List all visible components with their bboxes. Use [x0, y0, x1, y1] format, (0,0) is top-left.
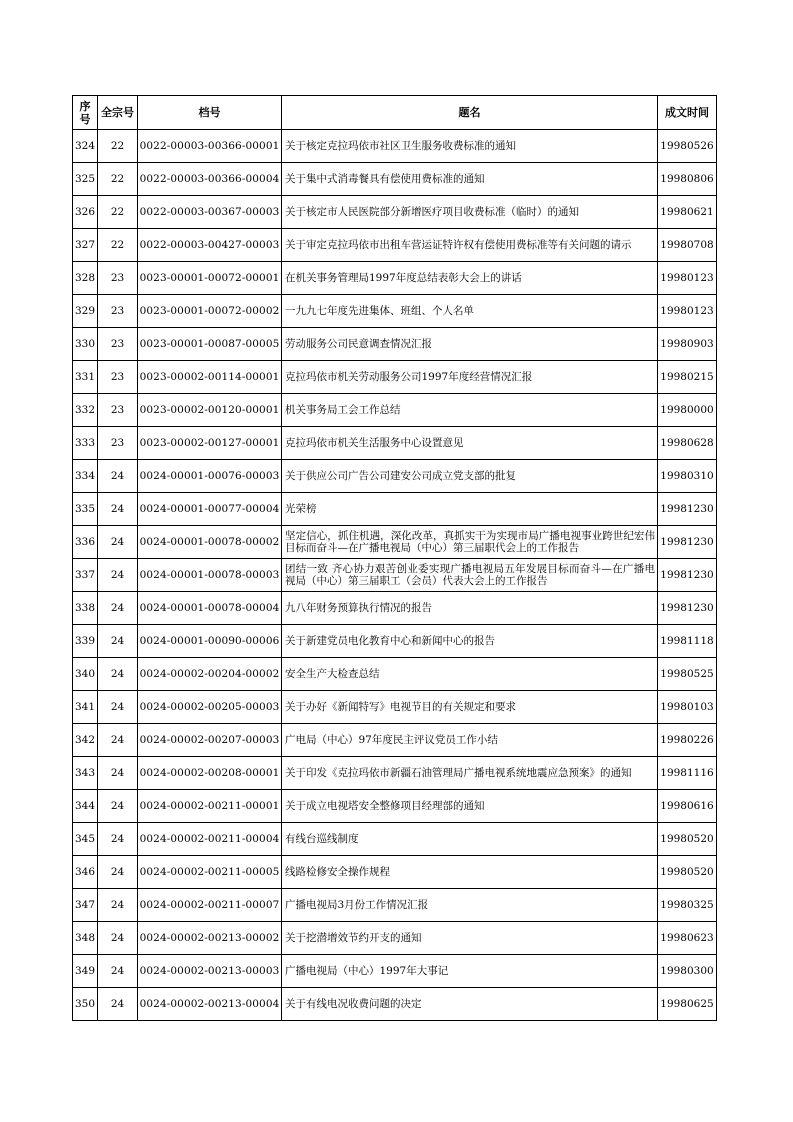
cell-title: 团结一致 齐心协力艰苦创业委实现广播电视局五年发展目标而奋斗—在广播电视局（中心）第三届职工（会员）代表大会上的工作报告 [282, 559, 658, 592]
cell-date: 19981230 [658, 526, 717, 559]
cell-date: 19980226 [658, 724, 717, 757]
cell-title: 关于集中式消毒餐具有偿使用费标准的通知 [282, 163, 658, 196]
table-row [73, 625, 717, 658]
cell-code: 0024-00001-00090-00006 [138, 625, 282, 658]
cell-title: 关于挖潜增效节约开支的通知 [282, 922, 658, 955]
cell-date: 19980215 [658, 361, 717, 394]
cell-seq: 328 [73, 262, 98, 295]
cell-fonds: 23 [98, 394, 138, 427]
cell-title: 机关事务局工会工作总结 [282, 394, 658, 427]
cell-seq: 342 [73, 724, 98, 757]
cell-seq: 341 [73, 691, 98, 724]
cell-fonds: 24 [98, 988, 138, 1021]
cell-fonds: 24 [98, 691, 138, 724]
cell-title: 关于核定市人民医院部分新增医疗项目收费标准（临时）的通知 [282, 196, 658, 229]
cell-seq: 350 [73, 988, 98, 1021]
cell-code: 0022-00003-00427-00003 [138, 229, 282, 262]
cell-date: 19981116 [658, 757, 717, 790]
cell-title: 劳动服务公司民意调查情况汇报 [282, 328, 658, 361]
cell-title: 关于印发《克拉玛依市新疆石油管理局广播电视系统地震应急预案》的通知 [282, 757, 658, 790]
table-row [73, 394, 717, 427]
cell-title: 广播电视局（中心）1997年大事记 [282, 955, 658, 988]
cell-code: 0024-00002-00211-00007 [138, 889, 282, 922]
cell-fonds: 24 [98, 955, 138, 988]
table-row [73, 526, 717, 559]
cell-title: 九八年财务预算执行情况的报告 [282, 592, 658, 625]
cell-seq: 336 [73, 526, 98, 559]
cell-seq: 338 [73, 592, 98, 625]
header-code: 档号 [138, 96, 282, 130]
cell-seq: 349 [73, 955, 98, 988]
cell-seq: 333 [73, 427, 98, 460]
table-row [73, 757, 717, 790]
cell-date: 19980525 [658, 658, 717, 691]
table-row [73, 163, 717, 196]
cell-fonds: 24 [98, 889, 138, 922]
cell-code: 0022-00003-00366-00004 [138, 163, 282, 196]
cell-code: 0024-00002-00213-00003 [138, 955, 282, 988]
cell-seq: 332 [73, 394, 98, 427]
cell-title: 光荣榜 [282, 493, 658, 526]
cell-date: 19981118 [658, 625, 717, 658]
cell-fonds: 23 [98, 262, 138, 295]
cell-seq: 340 [73, 658, 98, 691]
table-row [73, 295, 717, 328]
header-seq: 序号 [73, 96, 98, 130]
cell-fonds: 24 [98, 922, 138, 955]
table-row [73, 724, 717, 757]
table-row [73, 130, 717, 163]
cell-code: 0024-00002-00205-00003 [138, 691, 282, 724]
table-row [73, 262, 717, 295]
header-date: 成文时间 [658, 96, 717, 130]
cell-date: 19980708 [658, 229, 717, 262]
cell-fonds: 24 [98, 658, 138, 691]
cell-seq: 325 [73, 163, 98, 196]
cell-code: 0024-00001-00078-00003 [138, 559, 282, 592]
cell-seq: 326 [73, 196, 98, 229]
cell-date: 19981230 [658, 592, 717, 625]
cell-title: 关于核定克拉玛依市社区卫生服务收费标准的通知 [282, 130, 658, 163]
cell-code: 0023-00001-00072-00002 [138, 295, 282, 328]
cell-fonds: 23 [98, 361, 138, 394]
cell-date: 19980623 [658, 922, 717, 955]
cell-title: 关于办好《新闻特写》电视节目的有关规定和要求 [282, 691, 658, 724]
cell-title: 关于有线电况收费问题的决定 [282, 988, 658, 1021]
cell-date: 19980103 [658, 691, 717, 724]
cell-seq: 347 [73, 889, 98, 922]
cell-fonds: 24 [98, 823, 138, 856]
cell-fonds: 24 [98, 625, 138, 658]
cell-seq: 329 [73, 295, 98, 328]
table-row [73, 559, 717, 592]
cell-code: 0024-00002-00207-00003 [138, 724, 282, 757]
archive-table [72, 95, 717, 1021]
cell-seq: 334 [73, 460, 98, 493]
table-row [73, 427, 717, 460]
cell-seq: 327 [73, 229, 98, 262]
table-row [73, 955, 717, 988]
table-row [73, 592, 717, 625]
cell-fonds: 22 [98, 229, 138, 262]
cell-title: 广播电视局3月份工作情况汇报 [282, 889, 658, 922]
cell-code: 0022-00003-00366-00001 [138, 130, 282, 163]
table-row [73, 790, 717, 823]
cell-seq: 339 [73, 625, 98, 658]
cell-code: 0024-00002-00204-00002 [138, 658, 282, 691]
cell-title: 关于审定克拉玛依市出租车营运证特许权有偿使用费标准等有关问题的请示 [282, 229, 658, 262]
header-fonds: 全宗号 [98, 96, 138, 130]
cell-fonds: 24 [98, 592, 138, 625]
cell-seq: 343 [73, 757, 98, 790]
cell-date: 19981230 [658, 559, 717, 592]
cell-fonds: 22 [98, 130, 138, 163]
cell-fonds: 23 [98, 295, 138, 328]
cell-fonds: 22 [98, 196, 138, 229]
cell-code: 0024-00002-00208-00001 [138, 757, 282, 790]
cell-seq: 348 [73, 922, 98, 955]
cell-code: 0023-00002-00127-00001 [138, 427, 282, 460]
cell-fonds: 24 [98, 790, 138, 823]
cell-date: 19980300 [658, 955, 717, 988]
cell-seq: 324 [73, 130, 98, 163]
cell-seq: 345 [73, 823, 98, 856]
cell-date: 19980310 [658, 460, 717, 493]
table-row [73, 691, 717, 724]
cell-seq: 330 [73, 328, 98, 361]
cell-seq: 337 [73, 559, 98, 592]
cell-title: 坚定信心，抓住机遇，深化改革，真抓实干为实现市局广播电视事业跨世纪宏伟目标而奋斗—在广播电视局（中心）第三届职代会上的工作报告 [282, 526, 658, 559]
cell-title: 广电局（中心）97年度民主评议党员工作小结 [282, 724, 658, 757]
cell-seq: 335 [73, 493, 98, 526]
cell-date: 19980123 [658, 262, 717, 295]
header-title: 题名 [282, 96, 658, 130]
cell-date: 19980520 [658, 823, 717, 856]
cell-fonds: 24 [98, 724, 138, 757]
cell-code: 0023-00002-00120-00001 [138, 394, 282, 427]
cell-seq: 346 [73, 856, 98, 889]
cell-fonds: 24 [98, 559, 138, 592]
cell-date: 19980616 [658, 790, 717, 823]
table-row [73, 328, 717, 361]
cell-code: 0024-00002-00211-00005 [138, 856, 282, 889]
cell-date: 19980628 [658, 427, 717, 460]
cell-seq: 344 [73, 790, 98, 823]
cell-date: 19980123 [658, 295, 717, 328]
cell-code: 0023-00002-00114-00001 [138, 361, 282, 394]
table-row [73, 922, 717, 955]
cell-title: 线路检修安全操作规程 [282, 856, 658, 889]
cell-fonds: 24 [98, 526, 138, 559]
cell-date: 19980325 [658, 889, 717, 922]
cell-fonds: 23 [98, 328, 138, 361]
cell-code: 0023-00001-00072-00001 [138, 262, 282, 295]
table-row [73, 823, 717, 856]
cell-date: 19980903 [658, 328, 717, 361]
cell-fonds: 24 [98, 757, 138, 790]
header-row [73, 96, 717, 130]
table-row [73, 460, 717, 493]
table-row [73, 856, 717, 889]
cell-date: 19980000 [658, 394, 717, 427]
cell-fonds: 23 [98, 427, 138, 460]
cell-code: 0024-00002-00213-00004 [138, 988, 282, 1021]
cell-code: 0024-00001-00077-00004 [138, 493, 282, 526]
table-row [73, 361, 717, 394]
table-row [73, 493, 717, 526]
cell-date: 19980625 [658, 988, 717, 1021]
cell-date: 19980526 [658, 130, 717, 163]
cell-title: 克拉玛依市机关生活服务中心设置意见 [282, 427, 658, 460]
cell-code: 0024-00001-00076-00003 [138, 460, 282, 493]
table-row [73, 889, 717, 922]
table-row [73, 988, 717, 1021]
cell-fonds: 24 [98, 856, 138, 889]
cell-fonds: 24 [98, 460, 138, 493]
cell-title: 在机关事务管理局1997年度总结表彰大会上的讲话 [282, 262, 658, 295]
cell-date: 19980520 [658, 856, 717, 889]
cell-title: 关于新建党员电化教育中心和新闻中心的报告 [282, 625, 658, 658]
cell-title: 克拉玛依市机关劳动服务公司1997年度经营情况汇报 [282, 361, 658, 394]
cell-code: 0024-00001-00078-00004 [138, 592, 282, 625]
table-row [73, 658, 717, 691]
cell-title: 一九九七年度先进集体、班组、个人名单 [282, 295, 658, 328]
table-row [73, 229, 717, 262]
cell-code: 0024-00001-00078-00002 [138, 526, 282, 559]
cell-code: 0024-00002-00211-00001 [138, 790, 282, 823]
cell-fonds: 24 [98, 493, 138, 526]
cell-date: 19980621 [658, 196, 717, 229]
cell-code: 0024-00002-00213-00002 [138, 922, 282, 955]
cell-title: 安全生产大检查总结 [282, 658, 658, 691]
cell-title: 关于供应公司广告公司建安公司成立党支部的批复 [282, 460, 658, 493]
cell-date: 19980806 [658, 163, 717, 196]
cell-title: 有线台巡线制度 [282, 823, 658, 856]
cell-fonds: 22 [98, 163, 138, 196]
cell-code: 0022-00003-00367-00003 [138, 196, 282, 229]
cell-seq: 331 [73, 361, 98, 394]
cell-title: 关于成立电视塔安全整修项目经理部的通知 [282, 790, 658, 823]
table-row [73, 196, 717, 229]
cell-code: 0024-00002-00211-00004 [138, 823, 282, 856]
cell-code: 0023-00001-00087-00005 [138, 328, 282, 361]
cell-date: 19981230 [658, 493, 717, 526]
